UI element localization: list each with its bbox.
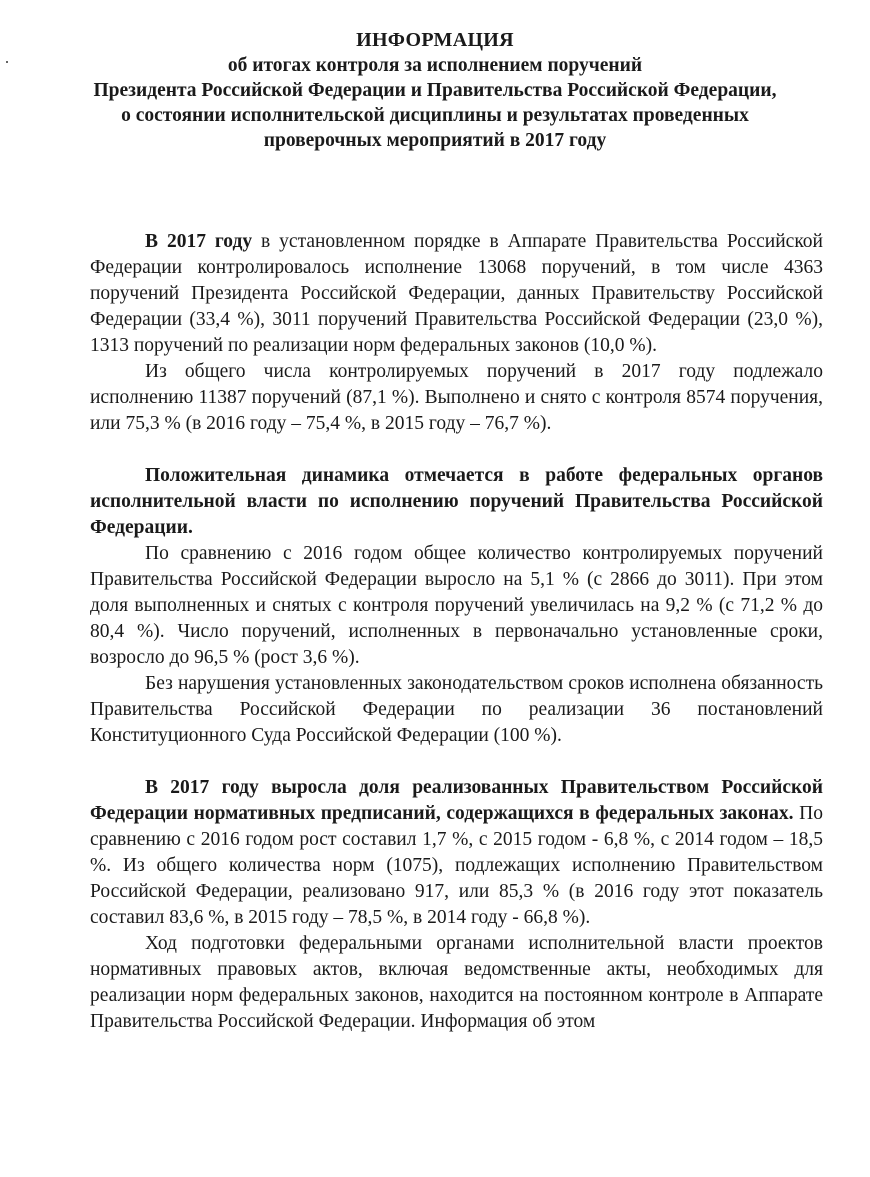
paragraph-2 [90,359,823,437]
paragraph-1-lead: В 2017 году [145,231,253,252]
paragraph-1-text: в установленном порядке в Аппарате Правительства Российской Федерации контролировалось исполнение 13068 поручений, в том числе 4363 поручений Президента Российской Федерации, данных Правительству Российской Федерации (33,4 %), 3011 поручений Правительства Российской Федерации (23,0 %), 1313 поручений по реализации норм федеральных законов (10,0 %). [90,231,823,356]
title-line-5: проверочных мероприятий в 2017 году [263,130,607,151]
document-body [90,229,823,1035]
paragraph-6-lead: В 2017 году выросла доля реализованных Правительством Российской Федерации нормативных предписаний, содержащихся в федеральных законах. [90,777,823,824]
paragraph-6-text: По сравнению с 2016 годом рост составил 1,7 %, с 2015 годом - 6,8 %, с 2014 годом – 18,5 %. Из общего количества норм (1075), подлежащих исполнению Правительством Российской Федерации, реализовано 917, или 85,3 % (в 2016 году этот показатель составил 83,6 %, в 2015 году – 78,5 %, в 2014 году - 66,8 %). [90,803,823,928]
paragraph-4-text: По сравнению с 2016 годом общее количество контролируемых поручений Правительства Российской Федерации выросло на 5,1 % (с 2866 до 3011). При этом доля выполненных и снятых с контроля поручений увеличилась на 9,2 % (с 71,2 % до 80,4 %). Число поручений, исполненных в первоначально установленные сроки, возросло до 96,5 % (рост 3,6 %). [90,543,823,668]
paragraph-5-text: Без нарушения установленных законодательством сроков исполнена обязанность Правительства Российской Федерации по реализации 36 постановлений Конституционного Суда Российской Федерации (100 %). [90,673,823,746]
paragraph-7 [90,931,823,1035]
title-line-2: об итогах контроля за исполнением поручений [227,55,643,76]
paragraph-3 [90,463,823,541]
paragraph-7-text: Ход подготовки федеральными органами исполнительной власти проектов нормативных правовых актов, включая ведомственные акты, необходимых для реализации норм федеральных законов, находится на постоянном контроле в Аппарате Правительства Российской Федерации. Информация об этом [90,933,823,1032]
title-line-3: Президента Российской Федерации и Правительства Российской Федерации, [93,80,777,101]
title-line-4: о состоянии исполнительской дисциплины и результатах проведенных [121,105,749,126]
title-heading: ИНФОРМАЦИЯ [356,29,514,51]
scan-speck [6,61,8,63]
paragraph-3-lead: Положительная динамика отмечается в работе федеральных органов исполнительной власти по исполнению поручений Правительства Российской Федерации. [90,465,823,538]
document-title [60,28,810,153]
paragraph-6 [90,775,823,931]
paragraph-4 [90,541,823,671]
paragraph-1 [90,229,823,359]
paragraph-5 [90,671,823,749]
paragraph-2-text: Из общего числа контролируемых поручений в 2017 году подлежало исполнению 11387 поручений (87,1 %). Выполнено и снято с контроля 8574 поручения, или 75,3 % (в 2016 году – 75,4 %, в 2015 году – 76,7 %). [90,361,823,434]
